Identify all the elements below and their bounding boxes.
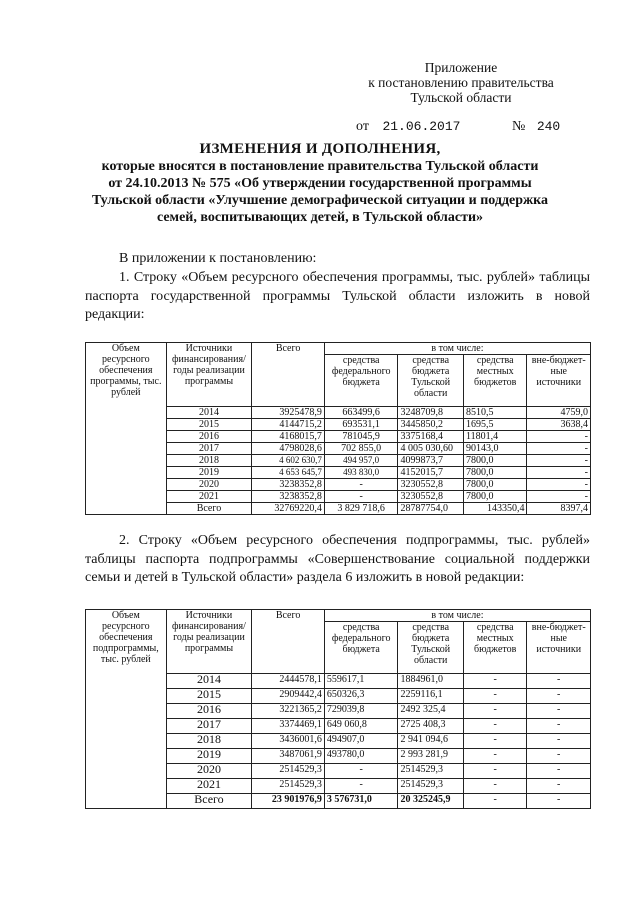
table-subprogram-resources [85,609,591,809]
document-number: 240 [536,119,561,134]
table1-extra: - [527,491,591,503]
table2-federal: 729039,8 [324,704,398,719]
table1-year: 2020 [166,479,252,491]
table1-extra: 8397,4 [527,503,591,515]
table1-extra: - [527,431,591,443]
table2-extra: - [527,749,591,764]
table2-regional: 2492 325,4 [398,704,464,719]
table1-header-federal: средства федерального бюджета [324,355,398,407]
table1-federal: 663499,6 [324,407,398,419]
table1-total: 4 653 645,7 [252,467,325,479]
appendix-line-2: к постановлению правительства [368,75,554,90]
title-line-1: ИЗМЕНЕНИЯ И ДОПОЛНЕНИЯ, [199,141,441,157]
table2-federal: 559617,1 [324,674,398,689]
table1-federal: 494 957,0 [324,455,398,467]
table1-local: 11801,4 [463,431,527,443]
table2-total: 2909442,4 [252,689,325,704]
table1-regional: 3230552,8 [398,491,464,503]
table2-regional: 1884961,0 [398,674,464,689]
table1-year: 2017 [166,443,252,455]
table2-header-local: средства местных бюджетов [463,622,527,674]
table2-header-extra: вне-бюджет-ные источники [527,622,591,674]
table2-extra: - [527,764,591,779]
table2-total: 3487061,9 [252,749,325,764]
item-1-paragraph: 1. Строку «Объем ресурсного обеспечения программы, тыс. рублей» таблицы паспорта государственной программы Тульской области изложить в новой редакции: [85,270,590,322]
table2-extra: - [527,674,591,689]
table2-header-federal: средства федерального бюджета [324,622,398,674]
intro-paragraph: В приложении к постановлению: [119,251,317,266]
table2-extra: - [527,704,591,719]
table2-regional: 20 325245,9 [398,794,464,809]
date-line [356,119,560,135]
table2-row-label: Объем ресурсного обеспечения подпрограммы, тыс. рублей [86,610,167,809]
table1-year: 2016 [166,431,252,443]
table2-header-total: Всего [252,610,325,674]
table2-regional: 2725 408,3 [398,719,464,734]
table1-total: 4 602 630,7 [252,455,325,467]
table1-header-including: в том числе: [324,343,590,355]
table2-federal: 493780,0 [324,749,398,764]
table2-federal: - [324,764,398,779]
table2-header-including: в том числе: [324,610,590,622]
table1-extra: - [527,479,591,491]
table2-regional: 2514529,3 [398,779,464,794]
table1-regional: 3230552,8 [398,479,464,491]
table2-total: 2514529,3 [252,764,325,779]
table1-federal: 702 855,0 [324,443,398,455]
table1-local: 7800,0 [463,479,527,491]
table2-regional: 2514529,3 [398,764,464,779]
table1-total: 4144715,2 [252,419,325,431]
table2-year: 2020 [166,764,252,779]
table1-extra: - [527,443,591,455]
table1-extra: - [527,467,591,479]
table2-local: - [463,689,527,704]
table1-local: 7800,0 [463,491,527,503]
document-title [0,141,640,226]
table2-year: 2015 [166,689,252,704]
table1-year: 2021 [166,491,252,503]
table1-local: 7800,0 [463,467,527,479]
table2-regional: 2259116,1 [398,689,464,704]
table2-extra: - [527,779,591,794]
table2-local: - [463,674,527,689]
table1-regional: 4152015,7 [398,467,464,479]
table2-total: 3221365,2 [252,704,325,719]
table1-header-local: средства местных бюджетов [463,355,527,407]
table1-header-total: Всего [252,343,325,407]
table2-federal: 649 060,8 [324,719,398,734]
table1-federal: 781045,9 [324,431,398,443]
table2-year: Всего [166,794,252,809]
table2-year: 2019 [166,749,252,764]
appendix-header [356,60,566,105]
table1-regional: 28787754,0 [398,503,464,515]
table1-total: 32769220,4 [252,503,325,515]
table2-total: 3436001,6 [252,734,325,749]
table1-federal: 3 829 718,6 [324,503,398,515]
table2-year: 2016 [166,704,252,719]
table1-row-label: Объем ресурсного обеспечения программы, тыс. рублей [86,343,167,515]
document-date: 21.06.2017 [382,119,461,134]
table2-local: - [463,764,527,779]
table1-regional: 4099873,7 [398,455,464,467]
table2-total: 2444578,1 [252,674,325,689]
table2-local: - [463,734,527,749]
table1-local: 143350,4 [463,503,527,515]
table2-extra: - [527,794,591,809]
table2-extra: - [527,734,591,749]
table2-local: - [463,719,527,734]
table1-year: 2018 [166,455,252,467]
table2-federal: 650326,3 [324,689,398,704]
item-2-paragraph: 2. Строку «Объем ресурсного обеспечения подпрограммы, тыс. рублей» таблицы паспорта подпрограммы «Совершенствование социальной поддержки семьи и детей в Тульской области» раздела 6 изложить в новой редакции: [85,533,590,585]
table2-federal: 3 576731,0 [324,794,398,809]
table1-regional: 3248709,8 [398,407,464,419]
title-line-4: Тульской области «Улучшение демографической ситуации и поддержка [91,193,549,208]
table1-total: 3925478,9 [252,407,325,419]
table1-header-sources: Источники финансирования/ годы реализации программы [166,343,252,407]
table1-regional: 3445850,2 [398,419,464,431]
table2-local: - [463,779,527,794]
table2-total: 3374469,1 [252,719,325,734]
table1-extra: 3638,4 [527,419,591,431]
table2-year: 2021 [166,779,252,794]
table1-total: 4798028,6 [252,443,325,455]
table1-extra: - [527,455,591,467]
table2-local: - [463,794,527,809]
table2-local: - [463,704,527,719]
table2-year: 2017 [166,719,252,734]
table2-header-sources: Источники финансирования/ годы реализации программы [166,610,252,674]
title-line-2: которые вносятся в постановление правительства Тульской области [101,159,539,174]
table2-header-regional: средства бюджета Тульской области [398,622,464,674]
table1-year: Всего [166,503,252,515]
title-line-5: семей, воспитывающих детей, в Тульской области» [156,210,484,225]
table1-local: 7800,0 [463,455,527,467]
title-line-3: от 24.10.2013 № 575 «Об утверждении государственной программы [108,176,532,191]
table1-total: 3238352,8 [252,491,325,503]
table2-extra: - [527,689,591,704]
table1-federal: - [324,479,398,491]
table2-federal: - [324,779,398,794]
number-prefix: № [511,119,526,134]
table1-regional: 3375168,4 [398,431,464,443]
appendix-line-3: Тульской области [410,90,512,105]
table2-regional: 2 941 094,6 [398,734,464,749]
table1-federal: 493 830,0 [324,467,398,479]
table1-year: 2019 [166,467,252,479]
table1-local: 8510,5 [463,407,527,419]
table1-federal: 693531,1 [324,419,398,431]
table2-extra: - [527,719,591,734]
table-program-resources [85,342,591,515]
table2-local: - [463,749,527,764]
table1-regional: 4 005 030,60 [398,443,464,455]
appendix-line-1: Приложение [424,60,498,75]
table1-header-extra: вне-бюджет-ные источники [527,355,591,407]
table1-total: 3238352,8 [252,479,325,491]
table1-local: 1695,5 [463,419,527,431]
date-prefix: от [356,119,369,134]
table1-local: 90143,0 [463,443,527,455]
table1-year: 2015 [166,419,252,431]
table1-header-regional: средства бюджета Тульской области [398,355,464,407]
table1-federal: - [324,491,398,503]
table2-federal: 494907,0 [324,734,398,749]
table1-year: 2014 [166,407,252,419]
table2-total: 23 901976,9 [252,794,325,809]
table2-regional: 2 993 281,9 [398,749,464,764]
table2-total: 2514529,3 [252,779,325,794]
table2-year: 2014 [166,674,252,689]
table1-total: 4168015,7 [252,431,325,443]
table2-year: 2018 [166,734,252,749]
table1-extra: 4759,0 [527,407,591,419]
